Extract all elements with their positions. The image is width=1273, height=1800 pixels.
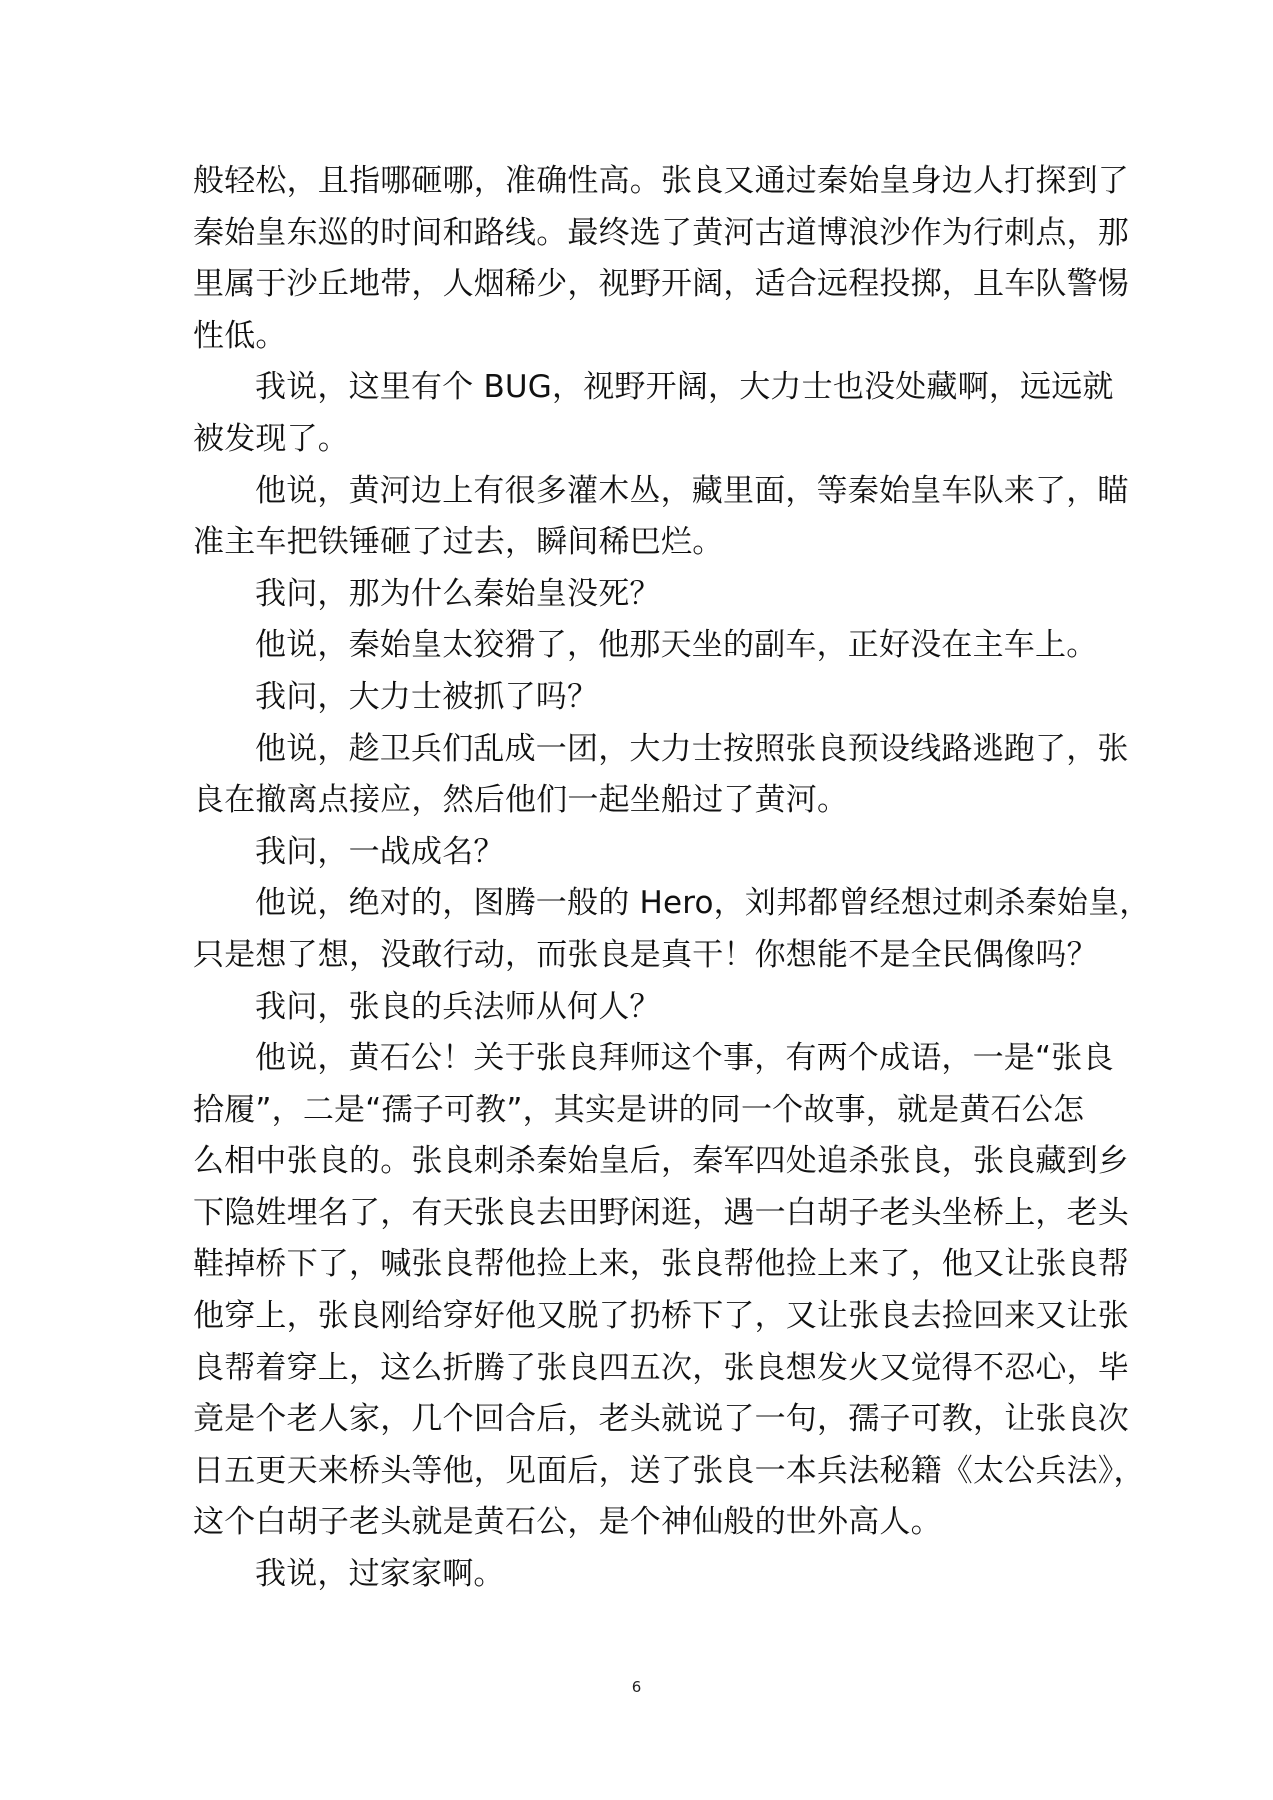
text-line: 我问，那为什么秦始皇没死？ <box>255 575 661 612</box>
paragraph <box>193 878 1151 981</box>
text-line: 秦始皇东巡的时间和路线。最终选了黄河古道博浪沙作为行刺点，那 <box>193 214 1129 251</box>
text-line: 我问，大力士被抓了吗？ <box>255 678 599 715</box>
text-line: 般轻松，且指哪砸哪，准确性高。张良又通过秦始皇身边人打探到了 <box>193 163 1129 199</box>
text-line: 么相中张良的。张良刺杀秦始皇后，秦军四处追杀张良，张良藏到乡 <box>193 1143 1129 1180</box>
text-line: 我说，过家家啊。 <box>255 1556 505 1593</box>
page-number: 6 <box>631 1678 642 1696</box>
text-line: 里属于沙丘地带，人烟稀少，视野开阔，适合远程投掷，且车队警惕 <box>193 266 1129 303</box>
paragraph <box>193 982 1093 1034</box>
text-line: 良在撤离点接应，然后他们一起坐船过了黄河。 <box>193 782 849 819</box>
text-line: 竟是个老人家，几个回合后，老头就说了一句，孺子可教，让张良次 <box>193 1401 1129 1438</box>
text-line: 下隐姓埋名了，有天张良去田野闲逛，遇一白胡子老头坐桥上，老头 <box>193 1194 1129 1231</box>
paragraph <box>193 1033 1145 1549</box>
paragraph <box>193 620 1098 672</box>
text-line: 良帮着穿上，这么折腾了张良四五次，张良想发火又觉得不忍心，毕 <box>193 1349 1129 1386</box>
paragraph <box>193 156 1129 362</box>
text-line: 他说，趁卫兵们乱成一团，大力士按照张良预设线路逃跑了，张 <box>255 730 1129 767</box>
text-line: 性低。 <box>193 317 287 354</box>
text-line: 被发现了。 <box>193 420 349 457</box>
paragraph <box>193 466 1129 569</box>
text-line: 他说，黄石公！关于张良拜师这个事，有两个成语，一是“张良 <box>255 1040 1114 1077</box>
text-line: 拾履”，二是“孺子可教”，其实是讲的同一个故事，就是黄石公怎 <box>193 1091 1085 1128</box>
paragraph <box>193 1549 1093 1601</box>
text-line: 这个白胡子老头就是黄石公，是个神仙般的世外高人。 <box>193 1504 942 1541</box>
paragraph <box>193 827 1093 879</box>
text-line: 他说，绝对的，图腾一般的 Hero，刘邦都曾经想过刺杀秦始皇， <box>255 885 1151 922</box>
paragraph <box>193 569 1093 621</box>
paragraph <box>193 724 1129 827</box>
text-line: 我问，张良的兵法师从何人？ <box>255 988 661 1025</box>
text-line: 他说，秦始皇太狡猾了，他那天坐的副车，正好没在主车上。 <box>255 627 1098 664</box>
text-line: 准主车把铁锤砸了过去，瞬间稀巴烂。 <box>193 524 724 561</box>
paragraph <box>193 672 1093 724</box>
body-text <box>193 156 1151 1601</box>
text-line: 他穿上，张良刚给穿好他又脱了扔桥下了，又让张良去捡回来又让张 <box>193 1298 1129 1335</box>
text-line: 我说，这里有个 BUG，视野开阔，大力士也没处藏啊，远远就 <box>255 369 1114 406</box>
text-line: 他说，黄河边上有很多灌木丛，藏里面，等秦始皇车队来了，瞄 <box>255 472 1129 509</box>
text-line: 只是想了想，没敢行动，而张良是真干！你想能不是全民偶像吗？ <box>193 936 1098 973</box>
text-line: 日五更天来桥头等他，见面后，送了张良一本兵法秘籍《太公兵法》， <box>193 1452 1145 1489</box>
text-line: 我问，一战成名？ <box>255 833 505 870</box>
text-line: 鞋掉桥下了，喊张良帮他捡上来，张良帮他捡上来了，他又让张良帮 <box>193 1246 1129 1283</box>
paragraph <box>193 362 1114 465</box>
